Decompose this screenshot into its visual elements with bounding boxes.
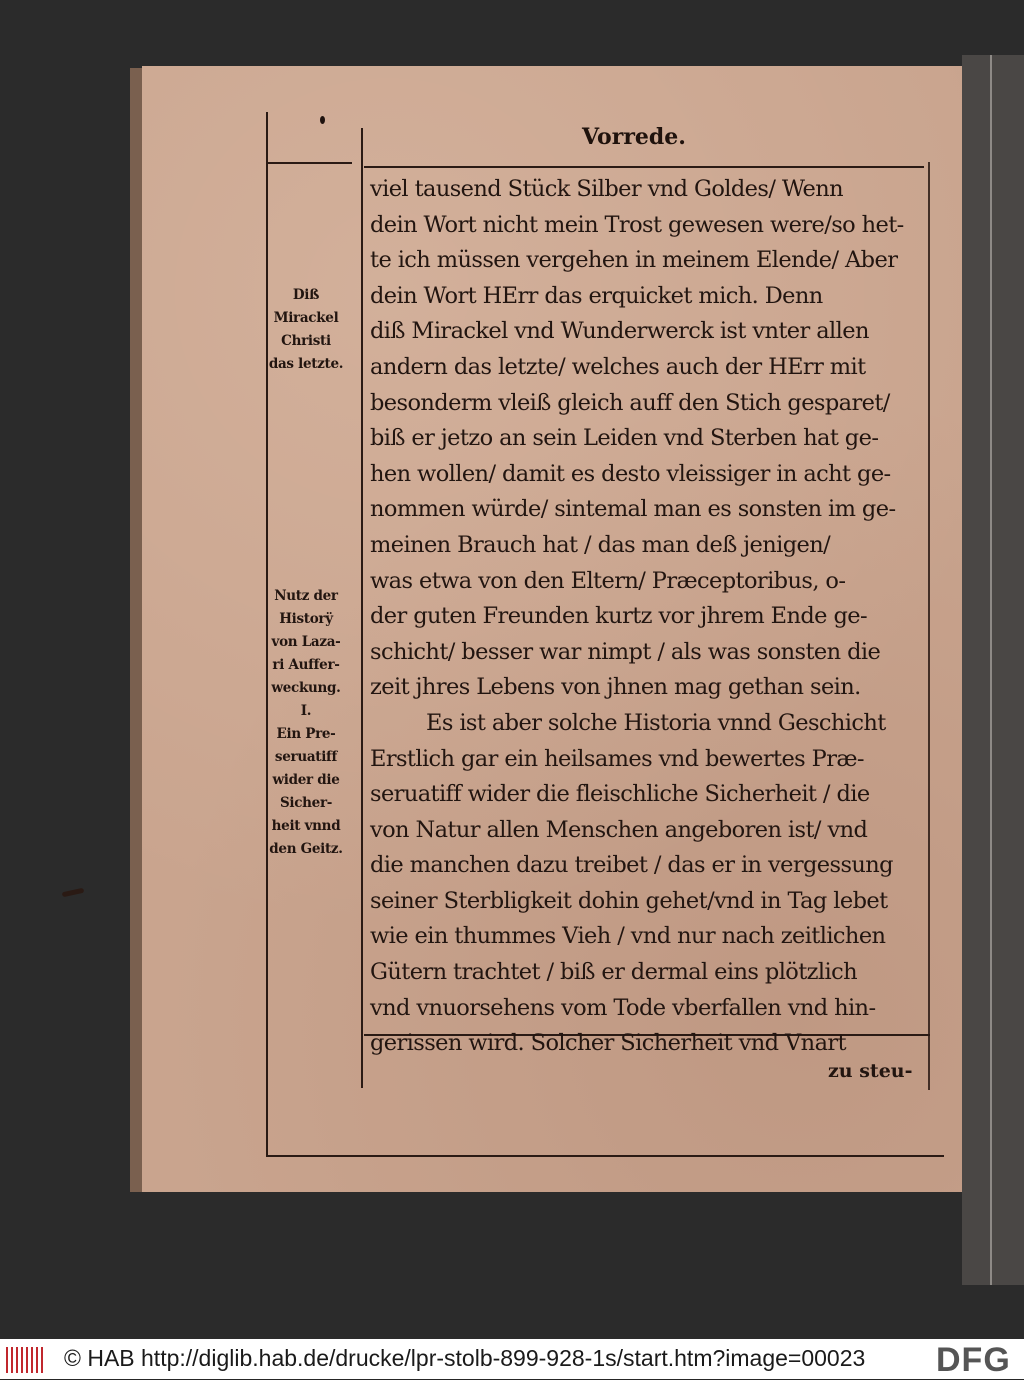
text-line: dein Wort HErr das erquicket mich. Denn bbox=[370, 282, 823, 309]
next-page-edge bbox=[962, 55, 1024, 1285]
margin-note-line: Sicher- bbox=[279, 795, 333, 811]
margin-note-line: wider die bbox=[272, 772, 340, 788]
text-line: was etwa von den Eltern/ Præceptoribus, o- bbox=[370, 567, 846, 594]
body-text bbox=[370, 172, 930, 1062]
dfg-logo: DFG bbox=[936, 1341, 1011, 1379]
margin-note-line: weckung. bbox=[271, 680, 341, 696]
margin-note-line: Historÿ bbox=[279, 611, 333, 627]
margin-note-line: seruatiff bbox=[274, 749, 338, 765]
margin-divider bbox=[361, 128, 363, 1088]
text-line: andern das letzte/ welches auch der HErr mit bbox=[370, 353, 866, 380]
margin-note-lazarus bbox=[258, 585, 354, 861]
text-line: die manchen dazu treibet / das er in vergessung bbox=[370, 852, 893, 879]
text-line: von Natur allen Menschen angeboren ist/ vnd bbox=[370, 816, 868, 843]
source-credit-link[interactable]: © HAB http://diglib.hab.de/drucke/lpr-stolb-899-928-1s/start.htm?image=00023 bbox=[64, 1345, 866, 1371]
ink-dot bbox=[320, 116, 325, 124]
text-line: hen wollen/ damit es desto vleissiger in acht ge- bbox=[370, 460, 891, 487]
text-line: nommen würde/ sintemal man es sonsten im ge- bbox=[370, 496, 896, 523]
margin-top-rule bbox=[268, 162, 352, 164]
text-line: te ich müssen vergehen in meinem Elende/ Aber bbox=[370, 247, 898, 274]
text-line: dein Wort nicht mein Trost gewesen were/so het- bbox=[370, 211, 904, 238]
margin-note-line: heit vnnd bbox=[271, 818, 341, 834]
text-line: wie ein thummes Vieh / vnd nur nach zeitlichen bbox=[370, 923, 886, 950]
text-line: zeit jhres Lebens von jhnen mag gethan sein. bbox=[370, 674, 861, 701]
margin-note-line: das letzte. bbox=[268, 356, 344, 372]
margin-note-miracle bbox=[258, 284, 354, 376]
ink-smudge bbox=[62, 888, 85, 897]
book-page bbox=[142, 66, 962, 1192]
barcode-icon bbox=[6, 1347, 46, 1373]
margin-note-line: ri Auffer- bbox=[272, 657, 340, 673]
text-line: viel tausend Stück Silber vnd Goldes/ Wenn bbox=[370, 176, 844, 202]
text-line: besonderm vleiß gleich auff den Stich gesparet/ bbox=[370, 389, 890, 416]
text-line: schicht/ besser war nimpt / als was sonsten die bbox=[370, 638, 881, 665]
margin-note-line: den Geitz. bbox=[269, 841, 343, 857]
text-line: seiner Sterbligkeit dohin gehet/vnd in Tag lebet bbox=[370, 887, 888, 914]
catchword: zu steu- bbox=[828, 1060, 913, 1082]
margin-note-line: Ein Pre- bbox=[276, 726, 336, 742]
text-line: Es ist aber solche Historia vnnd Geschicht bbox=[426, 709, 886, 736]
margin-note-line: Mirackel bbox=[273, 310, 339, 326]
header-rule bbox=[364, 166, 924, 168]
text-line: gerissen wird. Solcher Sicherheit vnd Vnart bbox=[370, 1030, 846, 1057]
viewer-footer bbox=[0, 1339, 1024, 1379]
running-head: Vorrede. bbox=[582, 124, 686, 150]
margin-note-line: Diß bbox=[292, 287, 320, 303]
text-line: meinen Brauch hat / das man deß jenigen/ bbox=[370, 531, 831, 558]
text-line: biß er jetzo an sein Leiden vnd Sterben hat ge- bbox=[370, 425, 879, 452]
text-line: Erstlich gar ein heilsames vnd bewertes Præ- bbox=[370, 745, 864, 772]
text-line: vnd vnuorsehens vom Tode vberfallen vnd hin- bbox=[370, 994, 876, 1021]
margin-note-line: von Laza- bbox=[271, 634, 341, 650]
margin-note-line: Christi bbox=[281, 333, 331, 349]
margin-note-line: Nutz der bbox=[274, 588, 338, 604]
margin-note-line: I. bbox=[300, 703, 312, 719]
text-line: seruatiff wider die fleischliche Sicherheit / die bbox=[370, 781, 870, 808]
text-line: Gütern trachtet / biß er dermal eins plötzlich bbox=[370, 959, 858, 986]
text-line: diß Mirackel vnd Wunderwerck ist vnter allen bbox=[370, 318, 869, 345]
text-line: der guten Freunden kurtz vor jhrem Ende ge- bbox=[370, 603, 867, 630]
